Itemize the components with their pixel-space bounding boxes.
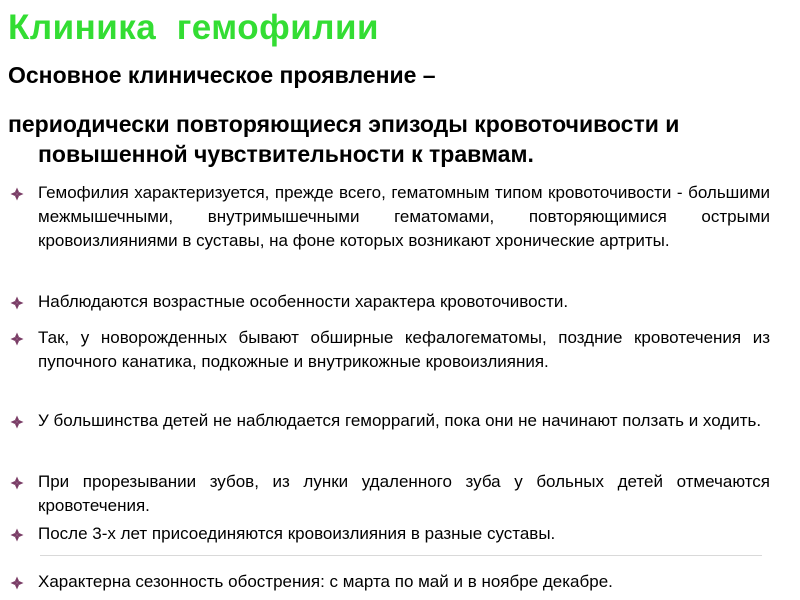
list-item <box>10 181 770 253</box>
diamond-bullet-icon <box>10 576 24 590</box>
list-item <box>10 522 770 546</box>
list-item <box>10 409 770 433</box>
diamond-bullet-icon <box>10 187 24 201</box>
slide-title: Клиника гемофилии <box>8 8 379 47</box>
list-item <box>10 470 770 518</box>
bullet-text: Характерна сезонность обострения: с марта по май и в ноябре декабре. <box>38 572 613 591</box>
bullet-text: После 3-х лет присоединяются кровоизлияния в разные суставы. <box>38 524 556 543</box>
lead-line-1: Основное клиническое проявление – <box>8 62 436 88</box>
bullet-text: Так, у новорожденных бывают обширные кефалогематомы, поздние кровотечения из пупочного канатика, подкожные и внутрикожные кровоизлияния. <box>38 328 770 371</box>
diamond-bullet-icon <box>10 528 24 542</box>
list-item <box>10 326 770 374</box>
lead-line-2: периодически повторяющиеся эпизоды кровоточивости и повышенной чувствительности к травмам. <box>8 111 680 167</box>
diamond-bullet-icon <box>10 476 24 490</box>
list-item <box>10 290 770 314</box>
divider <box>40 555 762 556</box>
bullet-text: Гемофилия характеризуется, прежде всего, гематомным типом кровоточивости - большими межмышечными, внутримышечными гематомами, повторяющимися острыми кровоизлияниями в суставы, на фоне которых возникают хронические артриты. <box>38 183 770 250</box>
diamond-bullet-icon <box>10 332 24 346</box>
bullet-text: У большинства детей не наблюдается геморрагий, пока они не начинают ползать и ходить. <box>38 411 762 430</box>
diamond-bullet-icon <box>10 296 24 310</box>
diamond-bullet-icon <box>10 415 24 429</box>
bullet-text: При прорезывании зубов, из лунки удаленного зуба у больных детей отмечаются кровотечения. <box>38 472 770 515</box>
list-item <box>10 570 770 594</box>
bullet-text: Наблюдаются возрастные особенности характера кровоточивости. <box>38 292 569 311</box>
